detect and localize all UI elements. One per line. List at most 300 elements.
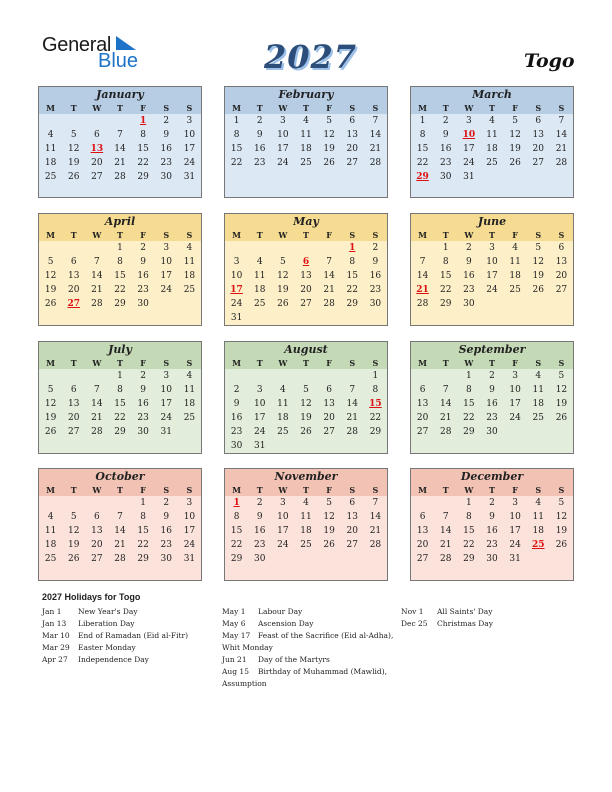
day-cell: 5 <box>326 116 332 126</box>
empty-cell <box>39 496 62 510</box>
day-cell: 7 <box>349 385 356 395</box>
holiday-name: Birthday of Muhammad (Mawlid), <box>258 667 388 676</box>
weekday-label: F <box>512 358 518 368</box>
month-title: May <box>225 214 387 229</box>
week-row <box>225 397 387 411</box>
day-cell: 15 <box>114 399 126 409</box>
holiday-date: Dec 25 <box>401 619 428 628</box>
day-cell: 20 <box>67 413 80 423</box>
day-cell: 25 <box>44 172 57 182</box>
weekday-label: W <box>278 358 288 368</box>
day-cell: 12 <box>44 271 57 281</box>
empty-cell <box>155 297 178 311</box>
empty-cell <box>178 297 201 311</box>
weekday-label: T <box>70 485 77 495</box>
day-cell: 19 <box>509 144 521 154</box>
empty-cell <box>318 439 341 453</box>
day-cell: 8 <box>465 512 472 522</box>
empty-cell <box>62 114 85 128</box>
day-cell: 27 <box>67 427 80 437</box>
day-cell: 10 <box>486 257 498 267</box>
day-cell: 22 <box>137 158 149 168</box>
day-cell: 26 <box>532 285 544 295</box>
day-cell: 8 <box>140 512 146 522</box>
day-cell: 9 <box>465 257 472 267</box>
day-cell: 18 <box>486 144 498 154</box>
weekday-label: T <box>70 358 77 368</box>
week-row <box>411 156 573 170</box>
day-cell: 9 <box>140 257 146 267</box>
day-cell: 4 <box>47 512 54 522</box>
week-row <box>225 156 387 170</box>
day-cell: 10 <box>183 130 196 140</box>
day-cell: 29 <box>230 554 243 564</box>
day-cell: 16 <box>463 271 475 281</box>
weekday-label: W <box>278 230 288 240</box>
day-cell: 14 <box>439 526 452 536</box>
empty-cell <box>550 552 573 566</box>
day-cell: 28 <box>114 554 126 564</box>
week-row <box>411 524 573 538</box>
empty-cell <box>364 552 387 566</box>
holiday-column <box>222 606 397 690</box>
day-cell: 30 <box>369 299 382 309</box>
day-cell: 22 <box>114 413 126 423</box>
day-cell: 18 <box>253 285 266 295</box>
day-cell: 13 <box>67 271 80 281</box>
day-cell: 25 <box>300 158 312 168</box>
weekday-label: W <box>278 103 288 113</box>
day-cell: 4 <box>186 243 193 253</box>
weekday-header <box>39 357 201 369</box>
weekday-label: S <box>186 358 193 368</box>
day-cell: 1 <box>117 243 123 253</box>
week-row <box>39 510 201 524</box>
weekday-label: T <box>117 485 123 495</box>
day-cell: 7 <box>442 512 449 522</box>
weekday-label: S <box>558 358 565 368</box>
day-cell: 26 <box>323 540 335 550</box>
day-cell: 15 <box>416 144 429 154</box>
day-cell: 29 <box>114 427 126 437</box>
day-cell: 13 <box>416 526 429 536</box>
day-cell: 11 <box>253 271 266 281</box>
day-cell: 4 <box>303 498 309 508</box>
day-cell: 24 <box>230 299 243 309</box>
week-row <box>225 297 387 311</box>
day-cell: 1 <box>465 498 472 508</box>
weekday-label: F <box>326 485 332 495</box>
week-row <box>225 411 387 425</box>
day-cell: 27 <box>91 172 103 182</box>
weekday-label: M <box>46 230 55 240</box>
weekday-label: S <box>186 485 193 495</box>
day-cell: 30 <box>137 427 149 437</box>
weekday-label: S <box>535 230 542 240</box>
week-row <box>39 524 201 538</box>
day-cell: 18 <box>183 271 196 281</box>
logo-blue-text: Blue <box>98 50 139 72</box>
day-cell: 20 <box>532 144 544 154</box>
day-cell: 3 <box>465 116 472 126</box>
weekday-label: W <box>464 103 474 113</box>
day-cell: 15 <box>463 526 475 536</box>
week-row <box>225 524 387 538</box>
empty-cell <box>527 425 550 439</box>
day-cell: 13 <box>300 271 312 281</box>
day-cell: 29 <box>346 299 358 309</box>
day-cell: 7 <box>442 385 449 395</box>
day-cell: 28 <box>114 172 126 182</box>
day-cell: 3 <box>512 498 518 508</box>
week-row <box>39 269 201 283</box>
weekday-label: T <box>303 230 309 240</box>
holiday-day-cell: 1 <box>349 243 356 253</box>
day-cell: 13 <box>346 512 358 522</box>
empty-cell <box>108 114 131 128</box>
week-row <box>39 255 201 269</box>
holiday-date: Nov 1 <box>401 607 424 616</box>
day-cell: 13 <box>67 399 80 409</box>
empty-cell <box>504 425 527 439</box>
day-cell: 31 <box>463 172 475 182</box>
day-cell: 19 <box>555 399 568 409</box>
empty-cell <box>271 241 294 255</box>
day-cell: 7 <box>93 257 100 267</box>
month-title: March <box>411 87 573 102</box>
day-cell: 24 <box>463 158 475 168</box>
week-row <box>39 552 201 566</box>
day-cell: 9 <box>256 130 263 140</box>
holiday-name: Whit Monday <box>222 643 273 652</box>
day-cell: 18 <box>44 540 57 550</box>
day-cell: 19 <box>44 413 57 423</box>
weekday-label: W <box>92 230 102 240</box>
holiday-entry <box>222 642 397 654</box>
day-cell: 24 <box>183 540 196 550</box>
day-cell: 30 <box>486 427 498 437</box>
day-cell: 26 <box>67 554 80 564</box>
weekday-label: T <box>303 485 309 495</box>
day-cell: 21 <box>369 144 382 154</box>
day-cell: 26 <box>555 413 568 423</box>
day-cell: 15 <box>230 526 243 536</box>
day-cell: 12 <box>532 257 544 267</box>
day-cell: 5 <box>512 116 518 126</box>
day-cell: 12 <box>277 271 289 281</box>
day-cell: 26 <box>44 427 57 437</box>
weekday-label: W <box>464 485 474 495</box>
weekday-label: S <box>349 103 356 113</box>
day-cell: 31 <box>183 554 196 564</box>
day-cell: 28 <box>91 299 103 309</box>
weekday-label: W <box>278 485 288 495</box>
empty-cell <box>225 369 248 383</box>
week-row <box>225 241 387 255</box>
day-cell: 2 <box>256 116 263 126</box>
empty-cell <box>108 496 131 510</box>
month-title: February <box>225 87 387 102</box>
weekday-label: S <box>186 230 193 240</box>
day-cell: 30 <box>230 441 243 451</box>
day-cell: 17 <box>160 271 172 281</box>
weekday-header <box>411 484 573 496</box>
day-cell: 16 <box>137 399 149 409</box>
day-cell: 16 <box>369 271 382 281</box>
day-cell: 23 <box>137 413 149 423</box>
week-row <box>411 241 573 255</box>
day-cell: 5 <box>303 385 309 395</box>
day-cell: 5 <box>47 385 54 395</box>
holiday-day-cell: 6 <box>302 257 310 267</box>
day-cell: 4 <box>535 498 542 508</box>
week-row <box>411 142 573 156</box>
day-cell: 7 <box>93 385 100 395</box>
empty-cell <box>434 369 457 383</box>
day-cell: 19 <box>67 540 80 550</box>
day-cell: 8 <box>117 257 123 267</box>
day-cell: 9 <box>163 512 170 522</box>
day-cell: 20 <box>416 413 429 423</box>
day-cell: 15 <box>114 271 126 281</box>
day-cell: 10 <box>183 512 196 522</box>
empty-cell <box>527 170 550 184</box>
holiday-day-cell: 1 <box>140 116 147 126</box>
day-cell: 10 <box>160 385 172 395</box>
day-cell: 11 <box>532 385 544 395</box>
day-cell: 2 <box>442 116 449 126</box>
day-cell: 26 <box>277 299 289 309</box>
weekday-header <box>411 229 573 241</box>
day-cell: 10 <box>253 399 266 409</box>
weekday-label: F <box>140 103 146 113</box>
weekday-label: F <box>326 358 332 368</box>
week-row <box>411 496 573 510</box>
empty-cell <box>550 170 573 184</box>
day-cell: 21 <box>369 526 382 536</box>
weekday-label: T <box>256 103 263 113</box>
weekday-label: S <box>535 103 542 113</box>
holiday-entry <box>222 606 397 618</box>
day-cell: 14 <box>323 271 335 281</box>
day-cell: 11 <box>183 257 196 267</box>
weekday-label: S <box>349 230 356 240</box>
weekday-label: T <box>70 103 77 113</box>
day-cell: 3 <box>512 371 518 381</box>
weekday-label: F <box>512 103 518 113</box>
holiday-entry <box>222 630 397 642</box>
holiday-name: Christmas Day <box>437 619 493 628</box>
day-cell: 19 <box>300 413 312 423</box>
weekday-label: S <box>349 358 356 368</box>
weekday-label: T <box>442 485 449 495</box>
logo-general-text: General <box>42 34 112 56</box>
day-cell: 14 <box>369 512 382 522</box>
weekday-label: S <box>372 103 379 113</box>
weekday-header <box>411 102 573 114</box>
day-cell: 4 <box>512 243 518 253</box>
day-cell: 11 <box>183 385 196 395</box>
weekday-label: T <box>442 103 449 113</box>
day-cell: 27 <box>346 158 358 168</box>
day-cell: 8 <box>442 257 449 267</box>
day-cell: 30 <box>486 554 498 564</box>
empty-cell <box>248 369 271 383</box>
holiday-entry <box>42 618 212 630</box>
day-cell: 14 <box>369 130 382 140</box>
week-row <box>39 128 201 142</box>
day-cell: 4 <box>489 116 495 126</box>
day-cell: 4 <box>535 371 542 381</box>
empty-cell <box>85 114 108 128</box>
day-cell: 15 <box>137 526 149 536</box>
day-cell: 13 <box>346 130 358 140</box>
holiday-day-cell: 27 <box>67 299 80 309</box>
empty-cell <box>85 369 108 383</box>
day-cell: 30 <box>160 554 172 564</box>
holiday-name: End of Ramadan (Eid al-Fitr) <box>78 631 189 640</box>
day-cell: 31 <box>183 172 196 182</box>
week-row <box>411 397 573 411</box>
day-cell: 10 <box>160 257 172 267</box>
day-cell: 22 <box>346 285 358 295</box>
day-cell: 2 <box>489 498 495 508</box>
weekday-label: F <box>512 485 518 495</box>
holiday-entry <box>222 618 397 630</box>
holiday-entry <box>42 606 212 618</box>
empty-cell <box>341 552 364 566</box>
day-cell: 19 <box>277 285 289 295</box>
day-cell: 27 <box>532 158 544 168</box>
weekday-label: S <box>163 230 170 240</box>
day-cell: 18 <box>44 158 57 168</box>
day-cell: 28 <box>91 427 103 437</box>
empty-cell <box>527 552 550 566</box>
day-cell: 20 <box>346 526 358 536</box>
day-cell: 22 <box>137 540 149 550</box>
day-cell: 30 <box>137 299 149 309</box>
empty-cell <box>411 241 434 255</box>
empty-cell <box>364 311 387 325</box>
day-cell: 13 <box>323 399 335 409</box>
day-cell: 12 <box>555 512 568 522</box>
week-row <box>225 538 387 552</box>
holiday-date: Jan 13 <box>42 619 67 628</box>
day-cell: 7 <box>372 498 379 508</box>
empty-cell <box>39 241 62 255</box>
empty-cell <box>411 496 434 510</box>
weekday-label: T <box>256 485 263 495</box>
day-cell: 11 <box>300 130 312 140</box>
week-row <box>411 114 573 128</box>
day-cell: 16 <box>486 526 498 536</box>
day-cell: 20 <box>300 285 312 295</box>
day-cell: 8 <box>349 257 356 267</box>
week-row <box>411 297 573 311</box>
day-cell: 25 <box>532 413 544 423</box>
empty-cell <box>504 170 527 184</box>
day-cell: 26 <box>323 158 335 168</box>
empty-cell <box>62 369 85 383</box>
weekday-label: S <box>535 358 542 368</box>
day-cell: 8 <box>117 385 123 395</box>
day-cell: 29 <box>463 554 475 564</box>
day-cell: 7 <box>419 257 426 267</box>
day-cell: 7 <box>558 116 565 126</box>
empty-cell <box>271 311 294 325</box>
weekday-label: M <box>232 358 241 368</box>
day-cell: 11 <box>532 512 544 522</box>
day-cell: 8 <box>140 130 146 140</box>
day-cell: 4 <box>256 257 263 267</box>
holiday-name: Independence Day <box>78 655 149 664</box>
empty-cell <box>527 297 550 311</box>
weekday-label: T <box>303 103 309 113</box>
day-cell: 16 <box>230 413 243 423</box>
weekday-header <box>39 484 201 496</box>
holiday-day-cell: 17 <box>230 285 243 295</box>
day-cell: 17 <box>277 526 289 536</box>
month-january <box>38 86 202 198</box>
empty-cell <box>248 311 271 325</box>
holiday-entry <box>222 678 397 690</box>
week-row <box>39 283 201 297</box>
day-cell: 1 <box>465 371 472 381</box>
day-cell: 2 <box>140 243 146 253</box>
weekday-label: T <box>303 358 309 368</box>
day-cell: 2 <box>256 498 263 508</box>
empty-cell <box>434 496 457 510</box>
day-cell: 22 <box>230 540 243 550</box>
holiday-date: May 1 <box>222 607 246 616</box>
week-row <box>225 128 387 142</box>
weekday-label: S <box>535 485 542 495</box>
day-cell: 23 <box>160 540 172 550</box>
day-cell: 2 <box>233 385 240 395</box>
week-row <box>39 383 201 397</box>
holiday-entry <box>42 630 212 642</box>
empty-cell <box>178 425 201 439</box>
week-row <box>411 170 573 184</box>
weekday-label: M <box>418 358 427 368</box>
holiday-entry <box>222 666 397 678</box>
holiday-day-cell: 13 <box>90 144 104 154</box>
week-row <box>411 383 573 397</box>
weekday-header <box>411 357 573 369</box>
week-row <box>225 255 387 269</box>
weekday-label: M <box>418 230 427 240</box>
day-cell: 7 <box>117 512 123 522</box>
day-cell: 31 <box>160 427 172 437</box>
weekday-label: S <box>558 103 565 113</box>
day-cell: 18 <box>277 413 289 423</box>
day-cell: 14 <box>91 399 103 409</box>
week-row <box>225 269 387 283</box>
day-cell: 23 <box>137 285 149 295</box>
day-cell: 3 <box>163 371 170 381</box>
day-cell: 3 <box>233 257 240 267</box>
holidays-title: 2027 Holidays for Togo <box>42 592 141 602</box>
holiday-entry <box>42 642 212 654</box>
day-cell: 17 <box>253 413 266 423</box>
weekday-label: M <box>46 103 55 113</box>
day-cell: 23 <box>486 540 498 550</box>
month-title: April <box>39 214 201 229</box>
day-cell: 19 <box>532 271 544 281</box>
day-cell: 9 <box>372 257 379 267</box>
day-cell: 14 <box>114 144 126 154</box>
day-cell: 4 <box>47 130 54 140</box>
